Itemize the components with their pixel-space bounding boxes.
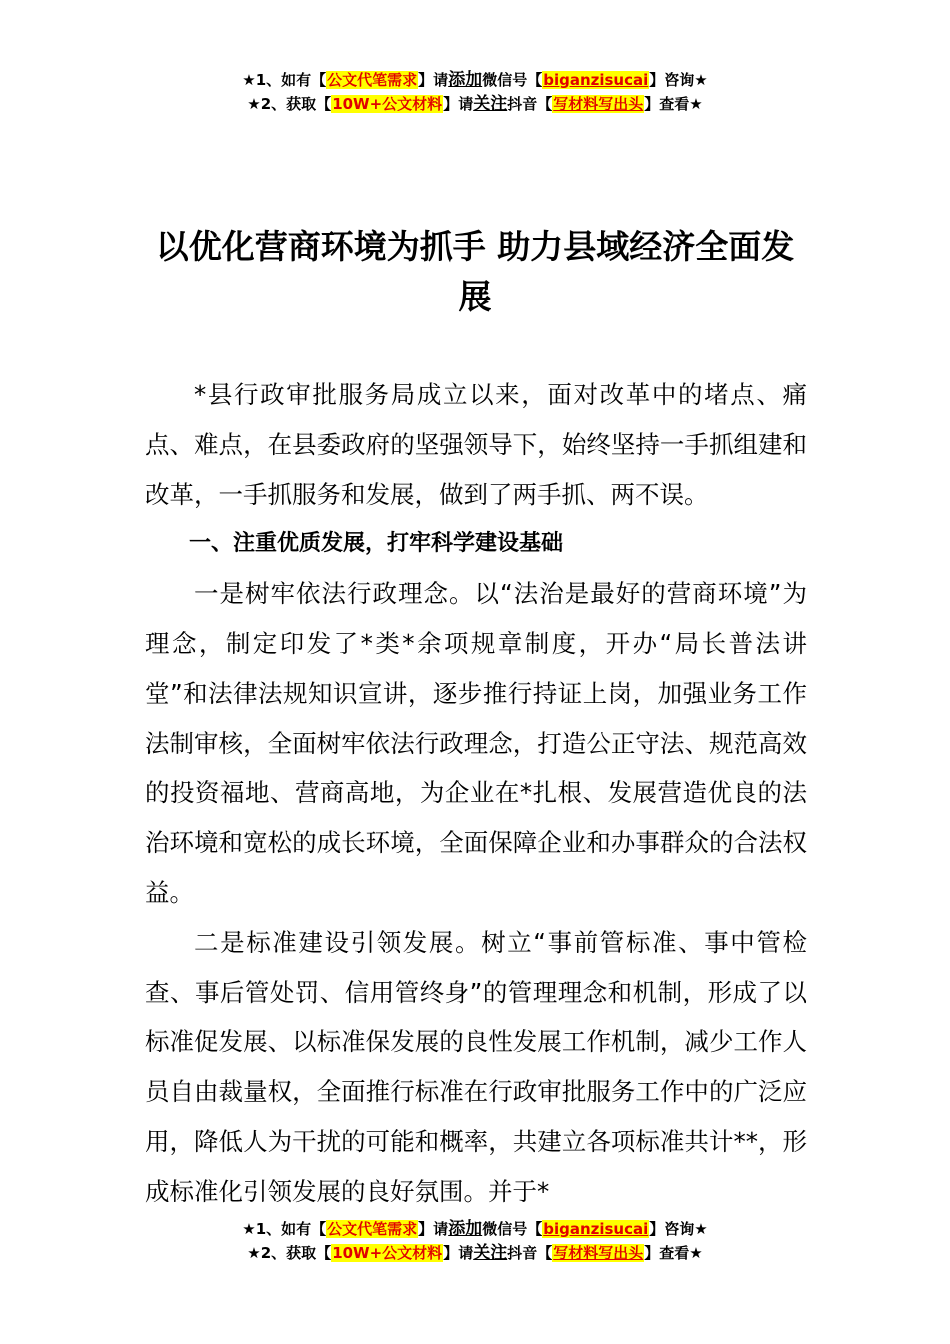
promo-line-1: ★1、如有【公文代笔需求】请添加微信号【biganzisucai】咨询★: [242, 1219, 708, 1239]
promo-line-2: ★2、获取【10W+公文材料】请关注抖音【写材料写出头】查看★: [247, 1243, 703, 1263]
douyin-account: 写材料写出头: [553, 1244, 644, 1262]
promo-banner-bottom: [0, 1217, 950, 1265]
promo-banner-top: [0, 68, 950, 116]
paragraph: *县行政审批服务局成立以来，面对改革中的堵点、痛点、难点，在县委政府的坚强领导下，始终坚持一手抓组建和改革，一手抓服务和发展，做到了两手抓、两不误。: [145, 380, 807, 509]
highlight-materials: 10W+公文材料: [332, 1244, 443, 1262]
highlight-service: 公文代笔需求: [327, 1220, 418, 1238]
paragraph: 一是树牢依法行政理念。以“法治是最好的营商环境”为理念，制定印发了*类*余项规章制度，开办“局长普法讲堂”和法律法规知识宣讲，逐步推行持证上岗，加强业务工作法制审核，全面树牢依法行政理念，打造公正守法、规范高效的投资福地、营商高地，为企业在*扎根、发展营造优良的法治环境和宽松的成长环境，全面保障企业和办事群众的合法权益。: [145, 579, 807, 907]
promo-line-1: ★1、如有【公文代笔需求】请添加微信号【biganzisucai】咨询★: [242, 70, 708, 90]
document-body: [145, 370, 807, 1217]
section-heading: 一、注重优质发展，打牢科学建设基础: [189, 531, 564, 557]
wechat-id: biganzisucai: [543, 1220, 649, 1238]
promo-line-2: ★2、获取【10W+公文材料】请关注抖音【写材料写出头】查看★: [247, 94, 703, 114]
document-title: 以优化营商环境为抓手 助力县域经济全面发展: [155, 227, 795, 316]
douyin-account: 写材料写出头: [553, 95, 644, 113]
wechat-id: biganzisucai: [543, 71, 649, 89]
paragraph: 二是标准建设引领发展。树立“事前管标准、事中管检查、事后管处罚、信用管终身”的管理理念和机制，形成了以标准促发展、以标准保发展的良性发展工作机制，减少工作人员自由裁量权，全面推行标准在行政审批服务工作中的广泛应用，降低人为干扰的可能和概率，共建立各项标准共计**，形成标准化引领发展的良好氛围。并于*: [145, 927, 807, 1206]
highlight-materials: 10W+公文材料: [332, 95, 443, 113]
highlight-service: 公文代笔需求: [327, 71, 418, 89]
